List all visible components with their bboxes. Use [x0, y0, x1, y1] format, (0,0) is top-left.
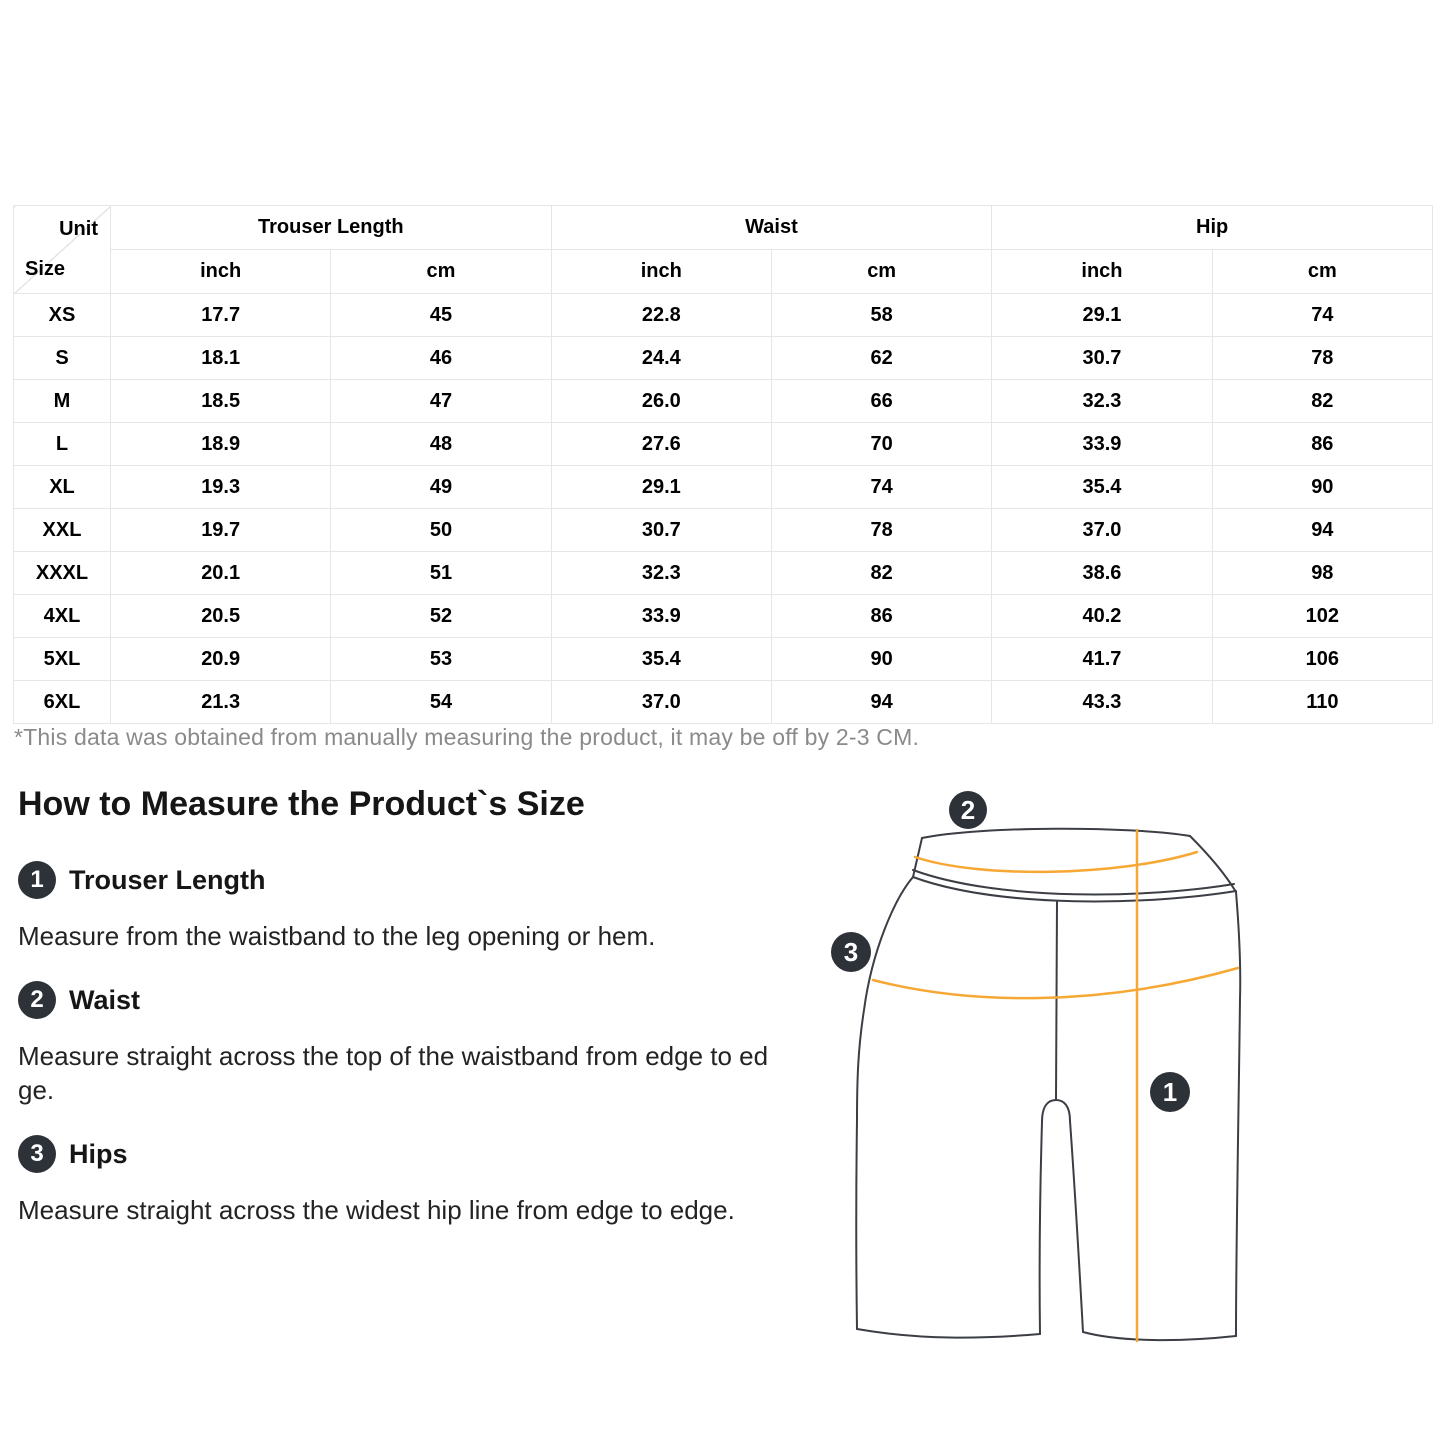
size-table-body — [14, 294, 1433, 724]
value-cell: 53 — [331, 638, 551, 681]
group-header-hip: Hip — [992, 206, 1433, 250]
table-unit-header-row — [14, 250, 1433, 294]
value-cell: 50 — [331, 509, 551, 552]
guide-title: How to Measure the Product`s Size — [18, 785, 585, 823]
table-row — [14, 337, 1433, 380]
unit-header: inch — [111, 250, 331, 294]
size-cell: XXL — [14, 509, 111, 552]
step-number-badge: 2 — [18, 981, 56, 1019]
value-cell: 106 — [1212, 638, 1432, 681]
value-cell: 74 — [771, 466, 991, 509]
value-cell: 20.5 — [111, 595, 331, 638]
guide-item-label: Hips — [69, 1138, 128, 1169]
value-cell: 29.1 — [551, 466, 771, 509]
value-cell: 18.1 — [111, 337, 331, 380]
table-row — [14, 423, 1433, 466]
value-cell: 38.6 — [992, 552, 1212, 595]
value-cell: 35.4 — [992, 466, 1212, 509]
value-cell: 70 — [771, 423, 991, 466]
guide-item-description — [18, 919, 732, 953]
size-cell: S — [14, 337, 111, 380]
guide-item-description-line: Measure straight across the top of the waistband from edge to ed — [18, 1041, 769, 1071]
value-cell: 90 — [771, 638, 991, 681]
value-cell: 62 — [771, 337, 991, 380]
value-cell: 51 — [331, 552, 551, 595]
guide-item-header — [18, 1135, 732, 1173]
corner-size-label: Size — [25, 258, 66, 280]
size-cell: XS — [14, 294, 111, 337]
group-header-waist: Waist — [551, 206, 992, 250]
value-cell: 94 — [771, 681, 991, 724]
unit-header: cm — [1212, 250, 1432, 294]
guide-item-description-line: ge. — [18, 1075, 55, 1105]
guide-item-header — [18, 981, 732, 1019]
value-cell: 78 — [1212, 337, 1432, 380]
value-cell: 82 — [1212, 380, 1432, 423]
value-cell: 94 — [1212, 509, 1432, 552]
size-cell: 5XL — [14, 638, 111, 681]
step-number-badge: 1 — [18, 861, 56, 899]
value-cell: 86 — [1212, 423, 1432, 466]
size-cell: XXXL — [14, 552, 111, 595]
table-row — [14, 681, 1433, 724]
corner-unit-label: Unit — [59, 218, 98, 240]
value-cell: 30.7 — [992, 337, 1212, 380]
value-cell: 54 — [331, 681, 551, 724]
value-cell: 19.7 — [111, 509, 331, 552]
value-cell: 74 — [1212, 294, 1432, 337]
value-cell: 46 — [331, 337, 551, 380]
hip-measure-line — [873, 968, 1238, 998]
value-cell: 24.4 — [551, 337, 771, 380]
table-row — [14, 509, 1433, 552]
value-cell: 33.9 — [992, 423, 1212, 466]
value-cell: 19.3 — [111, 466, 331, 509]
guide-item-description — [18, 1193, 735, 1227]
size-cell: M — [14, 380, 111, 423]
table-row — [14, 380, 1433, 423]
value-cell: 45 — [331, 294, 551, 337]
value-cell: 37.0 — [992, 509, 1212, 552]
size-cell: XL — [14, 466, 111, 509]
value-cell: 66 — [771, 380, 991, 423]
table-row — [14, 638, 1433, 681]
value-cell: 41.7 — [992, 638, 1212, 681]
guide-items — [18, 861, 769, 1227]
size-cell: 6XL — [14, 681, 111, 724]
shorts-measurement-diagram — [820, 790, 1300, 1350]
value-cell: 22.8 — [551, 294, 771, 337]
value-cell: 18.9 — [111, 423, 331, 466]
value-cell: 33.9 — [551, 595, 771, 638]
diagram-badge-1-number: 1 — [1162, 1077, 1178, 1107]
value-cell: 58 — [771, 294, 991, 337]
value-cell: 47 — [331, 380, 551, 423]
value-cell: 27.6 — [551, 423, 771, 466]
unit-header: inch — [992, 250, 1212, 294]
value-cell: 20.9 — [111, 638, 331, 681]
value-cell: 20.1 — [111, 552, 331, 595]
unit-header: cm — [771, 250, 991, 294]
value-cell: 43.3 — [992, 681, 1212, 724]
value-cell: 32.3 — [992, 380, 1212, 423]
guide-item-description — [18, 1039, 769, 1107]
guide-item-header — [18, 861, 732, 899]
measuring-guide — [18, 783, 769, 1227]
value-cell: 30.7 — [551, 509, 771, 552]
guide-item-label: Waist — [69, 984, 141, 1015]
value-cell: 32.3 — [551, 552, 771, 595]
value-cell: 98 — [1212, 552, 1432, 595]
value-cell: 82 — [771, 552, 991, 595]
guide-item-label: Trouser Length — [69, 864, 266, 895]
diagram-badge-3-number: 3 — [843, 937, 859, 967]
table-row — [14, 466, 1433, 509]
table-group-header-row — [14, 206, 1433, 250]
measurement-note: *This data was obtained from manually measuring the product, it may be off by 2-3 CM. — [14, 724, 920, 750]
value-cell: 40.2 — [992, 595, 1212, 638]
guide-item-description-line: Measure from the waistband to the leg opening or hem. — [18, 921, 656, 951]
value-cell: 110 — [1212, 681, 1432, 724]
value-cell: 86 — [771, 595, 991, 638]
table-row — [14, 294, 1433, 337]
value-cell: 17.7 — [111, 294, 331, 337]
size-cell: L — [14, 423, 111, 466]
value-cell: 102 — [1212, 595, 1432, 638]
diagram-badge-2-number: 2 — [960, 795, 976, 825]
unit-header: cm — [331, 250, 551, 294]
value-cell: 48 — [331, 423, 551, 466]
step-number-badge: 3 — [18, 1135, 56, 1173]
value-cell: 35.4 — [551, 638, 771, 681]
value-cell: 90 — [1212, 466, 1432, 509]
guide-item-description-line: Measure straight across the widest hip line from edge to edge. — [18, 1195, 735, 1225]
size-table — [13, 205, 1433, 724]
value-cell: 18.5 — [111, 380, 331, 423]
corner-cell — [14, 206, 111, 294]
value-cell: 29.1 — [992, 294, 1212, 337]
value-cell: 52 — [331, 595, 551, 638]
group-header-trouser-length: Trouser Length — [111, 206, 552, 250]
value-cell: 49 — [331, 466, 551, 509]
value-cell: 78 — [771, 509, 991, 552]
waist-measure-line — [915, 852, 1197, 872]
table-row — [14, 595, 1433, 638]
unit-header: inch — [551, 250, 771, 294]
value-cell: 26.0 — [551, 380, 771, 423]
size-cell: 4XL — [14, 595, 111, 638]
value-cell: 21.3 — [111, 681, 331, 724]
table-row — [14, 552, 1433, 595]
value-cell: 37.0 — [551, 681, 771, 724]
